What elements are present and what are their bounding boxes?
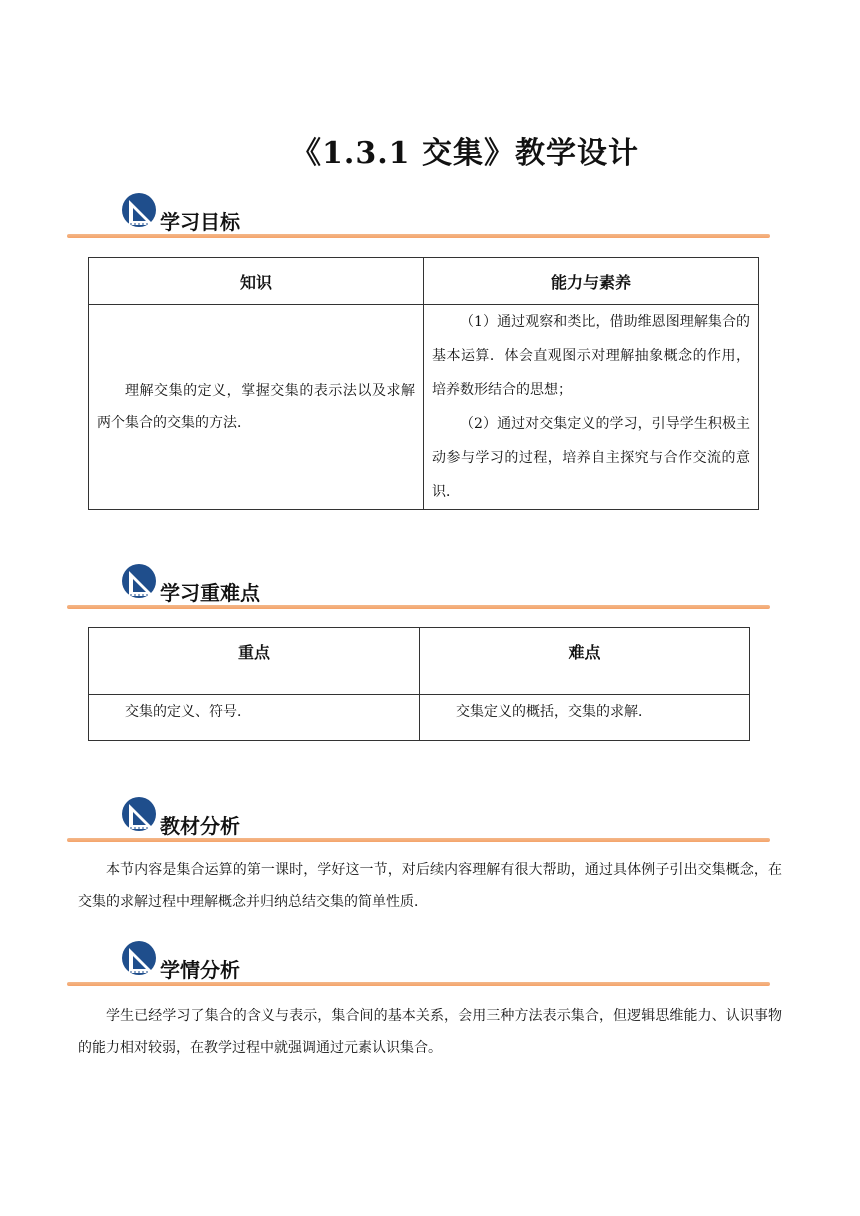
- triangle-ruler-icon: [121, 563, 161, 603]
- section-rule: [67, 982, 770, 986]
- table-header-difficult: 难点: [420, 628, 750, 695]
- triangle-ruler-icon: [121, 796, 161, 836]
- section-title: 学习重难点: [160, 581, 260, 605]
- key-text: 交集的定义、符号．: [125, 704, 251, 720]
- document-title: 《1.3.1 交集》教学设计: [291, 136, 639, 171]
- section-title: 学习目标: [160, 210, 240, 234]
- key-cell: [89, 695, 420, 741]
- ability-text-1: （1）通过观察和类比，借助维恩图理解集合的基本运算．体会直观图示对理解抽象概念的作用，培养数形结合的思想；: [432, 314, 750, 398]
- section-header-goals: [0, 192, 860, 242]
- difficult-text: 交集定义的概括，交集的求解．: [456, 704, 652, 720]
- knowledge-cell: [89, 305, 424, 510]
- difficult-cell: [420, 695, 750, 741]
- triangle-ruler-icon: [121, 940, 161, 980]
- section-title: 教材分析: [160, 814, 240, 838]
- students-paragraph: 学生已经学习了集合的含义与表示，集合间的基本关系，会用三种方法表示集合，但逻辑思维能力、认识事物的能力相对较弱，在教学过程中就强调通过元素认识集合。: [78, 1008, 782, 1056]
- triangle-ruler-icon: [121, 192, 161, 232]
- material-paragraph: 本节内容是集合运算的第一课时，学好这一节，对后续内容理解有很大帮助，通过具体例子引出交集概念，在交集的求解过程中理解概念并归纳总结交集的简单性质．: [78, 862, 782, 910]
- section-rule: [67, 838, 770, 842]
- section-title: 学情分析: [160, 958, 240, 982]
- key-points-table: [88, 627, 750, 741]
- ability-cell: [424, 305, 759, 510]
- section-header-material: [0, 796, 860, 846]
- section-rule: [67, 234, 770, 238]
- table-header-knowledge: 知识: [89, 258, 424, 305]
- goals-table: [88, 257, 759, 510]
- table-header-key: 重点: [89, 628, 420, 695]
- knowledge-text: 理解交集的定义，掌握交集的表示法以及求解两个集合的交集的方法．: [97, 383, 415, 431]
- section-header-students: [0, 940, 860, 990]
- ability-text-2: （2）通过对交集定义的学习，引导学生积极主动参与学习的过程，培养自主探究与合作交流的意识．: [432, 416, 750, 500]
- table-header-ability: 能力与素养: [424, 258, 759, 305]
- section-header-key-points: [0, 563, 860, 613]
- section-rule: [67, 605, 770, 609]
